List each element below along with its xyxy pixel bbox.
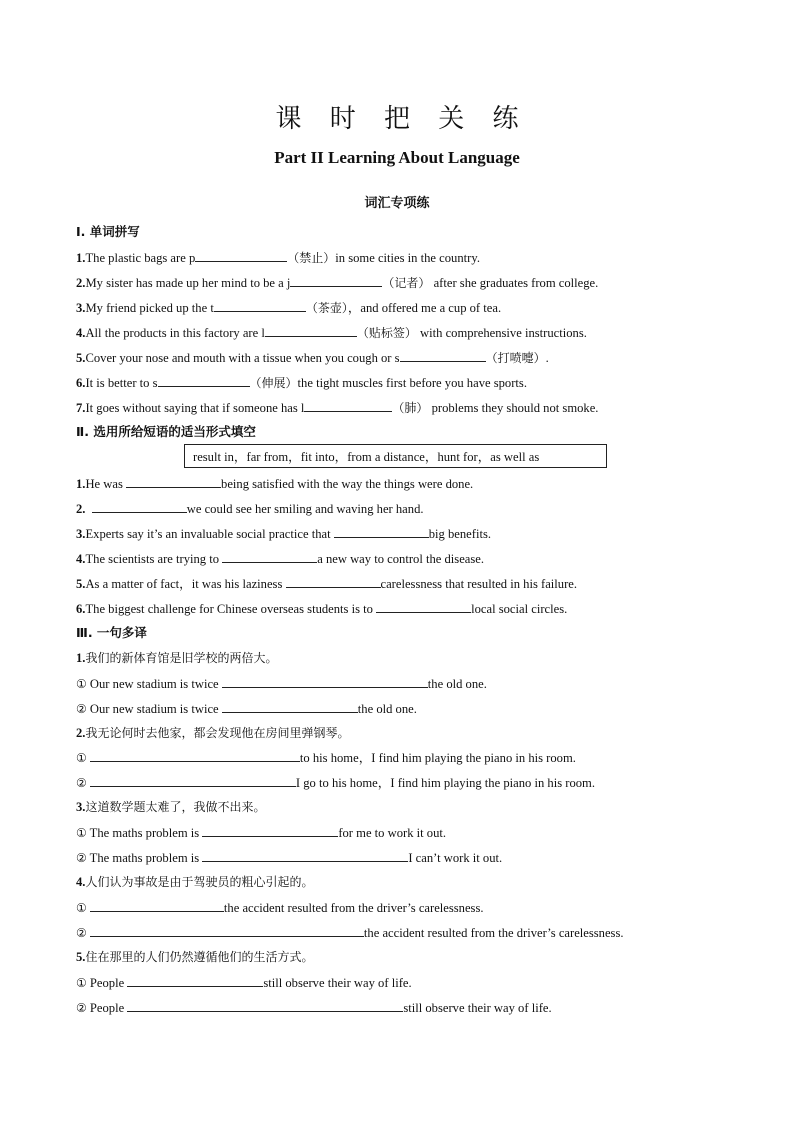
translation-option: ② People still observe their way of life. (76, 1001, 552, 1015)
translation-option: ② Our new stadium is twice the old one. (76, 702, 417, 716)
phrase-item: 3.Experts say it’s an invaluable social practice that big benefits. (76, 527, 492, 541)
answer-blank[interactable] (290, 274, 382, 287)
section-1-heading: Ⅰ. 单词拼写 (76, 224, 140, 239)
vocab-heading: 词汇专项练 (364, 196, 430, 211)
translation-option: ① the accident resulted from the driver’s carelessness. (76, 901, 484, 915)
translation-prompt: 3.这道数学题太难了，我做不出来。 (76, 800, 266, 814)
translation-option: ① to his home，I find him playing the piano in his room. (76, 751, 576, 765)
translation-prompt: 5.住在那里的人们仍然遵循他们的生活方式。 (76, 950, 314, 964)
phrase-item: 6.The biggest challenge for Chinese overseas students is to local social circles. (76, 602, 568, 616)
answer-blank[interactable] (92, 500, 187, 513)
answer-blank[interactable] (222, 550, 317, 563)
answer-blank[interactable] (90, 899, 224, 912)
answer-blank[interactable] (265, 324, 357, 337)
spelling-item: 4.All the products in this factory are l （贴标签） with comprehensive instructions. (76, 326, 587, 340)
answer-blank[interactable] (90, 924, 364, 937)
spelling-item: 5.Cover your nose and mouth with a tissue when you cough or s （打喷嚏）. (76, 351, 549, 365)
answer-blank[interactable] (304, 399, 392, 412)
section-2-heading: Ⅱ. 选用所给短语的适当形式填空 (76, 424, 256, 439)
answer-blank[interactable] (334, 525, 429, 538)
translation-option: ① The maths problem is for me to work it out. (76, 826, 447, 840)
answer-blank[interactable] (126, 475, 221, 488)
part-heading: Part II Learning About Language (274, 148, 520, 167)
answer-blank[interactable] (202, 849, 408, 862)
translation-prompt: 2.我无论何时去他家，都会发现他在房间里弹钢琴。 (76, 726, 350, 740)
spelling-item: 7.It goes without saying that if someone has l （肺） problems they should not smoke. (76, 401, 599, 415)
translation-option: ① Our new stadium is twice the old one. (76, 677, 487, 691)
answer-blank[interactable] (127, 999, 403, 1012)
spelling-item: 6.It is better to s （伸展）the tight muscles first before you have sports. (76, 376, 527, 390)
translation-option: ② The maths problem is I can’t work it out. (76, 851, 503, 865)
answer-blank[interactable] (202, 824, 338, 837)
spelling-item: 2.My sister has made up her mind to be a j （记者） after she graduates from college. (76, 276, 599, 290)
page-title: 课 时 把 关 练 (275, 104, 529, 134)
translation-option: ② the accident resulted from the driver’s carelessness. (76, 926, 624, 940)
answer-blank[interactable] (90, 749, 300, 762)
section-3-heading: Ⅲ. 一句多译 (76, 625, 147, 640)
answer-blank[interactable] (376, 600, 471, 613)
answer-blank[interactable] (195, 249, 287, 262)
phrase-box: result in，far from，fit into，from a distance，hunt for，as well as (184, 444, 607, 468)
phrase-item: 4.The scientists are trying to a new way to control the disease. (76, 552, 485, 566)
answer-blank[interactable] (158, 374, 250, 387)
answer-blank[interactable] (90, 774, 296, 787)
phrase-item: 2. we could see her smiling and waving her hand. (76, 502, 424, 516)
answer-blank[interactable] (222, 675, 428, 688)
spelling-item: 1.The plastic bags are p （禁止）in some cities in the country. (76, 251, 480, 265)
phrase-item: 1.He was being satisfied with the way the things were done. (76, 477, 474, 491)
phrase-item: 5.As a matter of fact，it was his laziness carelessness that resulted in his failure. (76, 577, 578, 591)
translation-prompt: 4.人们认为事故是由于驾驶员的粗心引起的。 (76, 875, 314, 889)
answer-blank[interactable] (222, 700, 358, 713)
translation-option: ② I go to his home，I find him playing the piano in his room. (76, 776, 595, 790)
answer-blank[interactable] (214, 299, 306, 312)
translation-option: ① People still observe their way of life. (76, 976, 412, 990)
answer-blank[interactable] (400, 349, 486, 362)
spelling-item: 3.My friend picked up the t （茶壶），and offered me a cup of tea. (76, 301, 502, 315)
answer-blank[interactable] (127, 974, 263, 987)
answer-blank[interactable] (286, 575, 381, 588)
translation-prompt: 1.我们的新体育馆是旧学校的两倍大。 (76, 651, 278, 665)
